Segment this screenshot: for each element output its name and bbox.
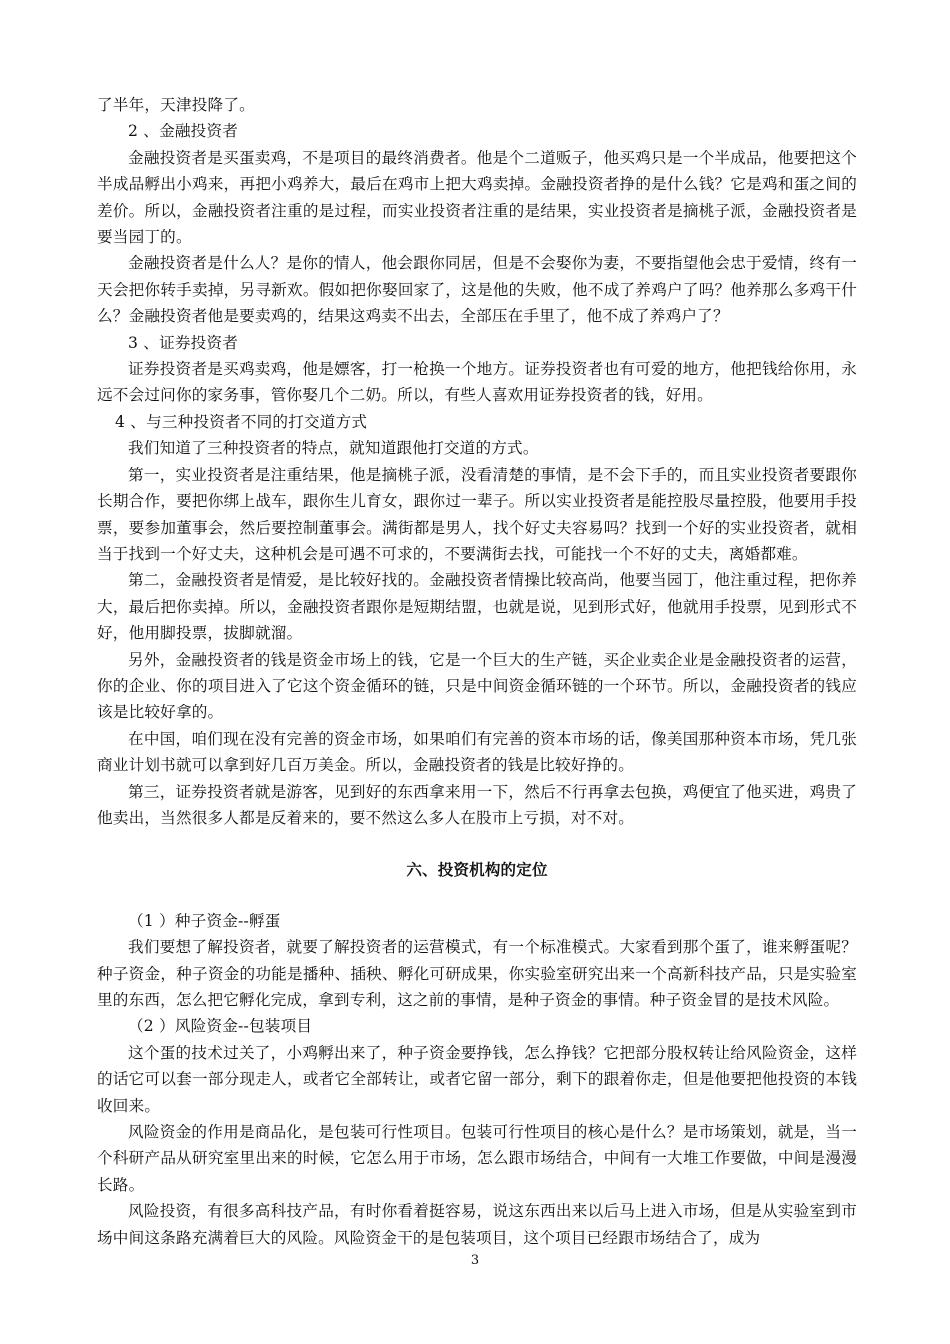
paragraph: 了半年，天津投降了。 xyxy=(97,96,255,114)
paragraph: 第一，实业投资者是注重结果，他是摘桃子派，没看清楚的事情，是不会下手的，而且实业投资者要跟你长期合作，要把你绑上战车，跟你生儿育女，跟你过一辈子。所以实业投资者是能控股尽量控股，他要用手投票，要参加董事会，然后要控制董事会。满街都是男人，找个好丈夫容易吗？找到一个好的实业投资者，就相当于找到一个好丈夫，这种机会是可遇不可求的，不要满街去找，可能找一个不好的丈夫，离婚都难。 xyxy=(97,465,857,563)
paragraph: 我们要想了解投资者，就要了解投资者的运营模式，有一个标准模式。大家看到那个蛋了，谁来孵蛋呢？种子资金，种子资金的功能是播种、插秧、孵化可研成果，你实验室研究出来一个高新科技产品，只是实验室里的东西，怎么把它孵化完成，拿到专利，这之前的事情，是种子资金的事情。种子资金冒的是技术风险。 xyxy=(97,938,857,1009)
paragraph: 这个蛋的技术过关了，小鸡孵出来了，种子资金要挣钱，怎么挣钱？它把部分股权转让给风险资金，这样的话它可以套一部分现走人，或者它全部转让，或者它留一部分，剩下的跟着你走，但是他要把他投资的本钱收回来。 xyxy=(97,1043,857,1115)
paragraph: 第二，金融投资者是情爱，是比较好找的。金融投资者情操比较高尚，他要当园丁，他注重过程，把你养大，最后把你卖掉。所以，金融投资者跟你是短期结盟，也就是说，见到形式好，他就用手投票，见到形式不好，他用脚投票，拔脚就溜。 xyxy=(97,571,857,643)
paragraph: 风险资金的作用是商品化，是包装可行性项目。包装可行性项目的核心是什么？是市场策划，就是，当一个科研产品从研究室里出来的时候，它怎么用于市场，怎么跟市场结合，中间有一大堆工作要做，中间是漫漫长路。 xyxy=(97,1123,857,1194)
paragraph: 金融投资者是什么人？是你的情人，他会跟你同居，但是不会娶你为妻，不要指望他会忠于爱情，终有一天会把你转手卖掉，另寻新欢。假如把你娶回家了，这是他的失败，他不成了养鸡户了吗？他养那么多鸡干什么？金融投资者他是要卖鸡的，结果这鸡卖不出去，全部压在手里了，他不成了养鸡户了？ xyxy=(97,254,857,326)
subheading-dealing-methods: 4 、与三种投资者不同的打交道方式 xyxy=(115,412,368,431)
page-content xyxy=(97,92,857,1251)
section-title: 六、投资机构的定位 xyxy=(406,861,548,880)
subheading-securities-investor: 3 、证券投资者 xyxy=(128,333,239,352)
paragraph: 风险投资，有很多高科技产品，有时你看着挺容易，说这东西出来以后马上进入市场，但是从实验室到市场中间这条路充满着巨大的风险。风险资金干的是包装项目，这个项目已经跟市场结合了，成为 xyxy=(97,1202,857,1247)
paragraph: 第三，证券投资者就是游客，见到好的东西拿来用一下，然后不行再拿去包换，鸡便宜了他买进，鸡贵了他卖出，当然很多人都是反着来的，要不然这么多人在股市上亏损，对不对。 xyxy=(97,782,857,827)
page-number: 3 xyxy=(470,1253,480,1268)
paragraph: 另外，金融投资者的钱是资金市场上的钱，它是一个巨大的生产链，买企业卖企业是金融投资者的运营，你的企业、你的项目进入了它这个资金循环的链，只是中间资金循环链的一个环节。所以，金融投资者的钱应该是比较好拿的。 xyxy=(97,650,857,722)
paragraph: 证券投资者是买鸡卖鸡，他是嫖客，打一枪换一个地方。证券投资者也有可爱的地方，他把钱给你用，永远不会过问你的家务事，管你娶几个二奶。所以，有些人喜欢用证券投资者的钱，好用。 xyxy=(97,360,857,405)
subheading-venture-capital: （2 ）风险资金--包装项目 xyxy=(128,1017,313,1036)
paragraph: 金融投资者是买蛋卖鸡，不是项目的最终消费者。他是个二道贩子，他买鸡只是一个半成品，他要把这个半成品孵出小鸡来，再把小鸡养大，最后在鸡市上把大鸡卖掉。金融投资者挣的是什么钱？它是鸡和蛋之间的差价。所以，金融投资者注重的是过程，而实业投资者注重的是结果，实业投资者是摘桃子派，金融投资者是要当园丁的。 xyxy=(97,148,857,247)
paragraph: 我们知道了三种投资者的特点，就知道跟他打交道的方式。 xyxy=(128,439,539,458)
subheading-financial-investor: 2 、金融投资者 xyxy=(128,122,239,141)
subheading-seed-capital: （1 ）种子资金--孵蛋 xyxy=(128,911,281,930)
paragraph: 在中国，咱们现在没有完善的资金市场，如果咱们有完善的资本市场的话，像美国那种资本市场，凭几张商业计划书就可以拿到好几百万美金。所以，金融投资者的钱是比较好挣的。 xyxy=(97,729,857,775)
